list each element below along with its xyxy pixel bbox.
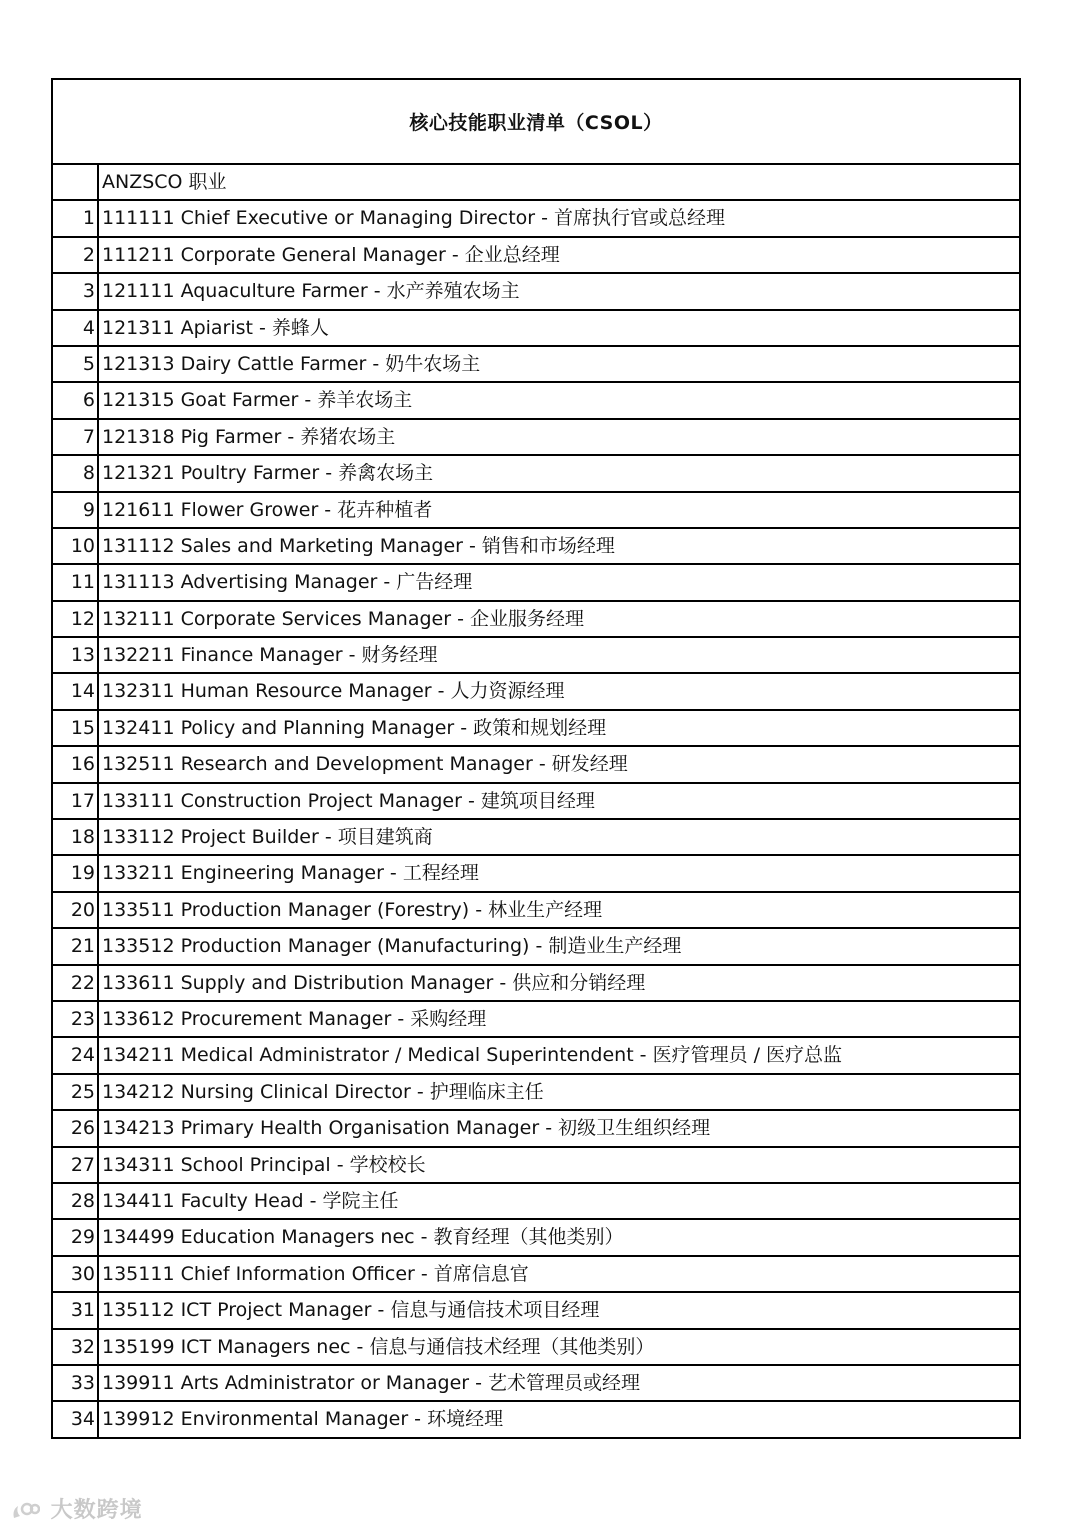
table-row [53, 1220, 1019, 1256]
row-occupation: 133611 Supply and Distribution Manager - 供应和分销经理 [102, 971, 646, 994]
row-occupation: 121313 Dairy Cattle Farmer - 奶牛农场主 [102, 352, 481, 375]
row-occupation: 134212 Nursing Clinical Director - 护理临床主任 [102, 1080, 544, 1103]
row-occupation: 111111 Chief Executive or Managing Director - 首席执行官或总经理 [102, 207, 726, 230]
row-occupation: 131112 Sales and Marketing Manager - 销售和市场经理 [102, 534, 615, 557]
row-number: 21 [53, 929, 99, 963]
table-row [53, 1330, 1019, 1366]
table-row [53, 1257, 1019, 1293]
table-row [53, 784, 1019, 820]
row-occupation: 121321 Poultry Farmer - 养禽农场主 [102, 462, 434, 485]
row-occupation: 132311 Human Resource Manager - 人力资源经理 [102, 680, 565, 703]
row-number: 1 [53, 201, 99, 235]
table-row [53, 1184, 1019, 1220]
row-number: 2 [53, 238, 99, 272]
table-row [53, 456, 1019, 492]
row-occupation: 133111 Construction Project Manager - 建筑项目经理 [102, 789, 595, 812]
row-number: 23 [53, 1002, 99, 1036]
table-row [53, 1293, 1019, 1329]
row-number: 4 [53, 311, 99, 345]
table-row [53, 602, 1019, 638]
table-row [53, 311, 1019, 347]
table-row [53, 274, 1019, 310]
row-number: 32 [53, 1330, 99, 1364]
row-occupation: 134411 Faculty Head - 学院主任 [102, 1189, 399, 1212]
row-occupation: 133211 Engineering Manager - 工程经理 [102, 862, 479, 885]
table-row [53, 238, 1019, 274]
table-row [53, 1366, 1019, 1402]
table-row [53, 929, 1019, 965]
row-occupation: 133112 Project Builder - 项目建筑商 [102, 826, 433, 849]
row-number: 7 [53, 420, 99, 454]
row-number: 17 [53, 784, 99, 818]
table-row [53, 347, 1019, 383]
row-number: 16 [53, 747, 99, 781]
table-row [53, 1111, 1019, 1147]
row-occupation: 134211 Medical Administrator / Medical Superintendent - 医疗管理员 / 医疗总监 [102, 1044, 843, 1067]
row-number: 12 [53, 602, 99, 636]
table-row [53, 1075, 1019, 1111]
row-occupation: 135112 ICT Project Manager - 信息与通信技术项目经理 [102, 1299, 600, 1322]
row-number: 15 [53, 711, 99, 745]
table-row [53, 856, 1019, 892]
row-occupation: 132211 Finance Manager - 财务经理 [102, 644, 438, 667]
table-header-row [53, 165, 1019, 201]
table-row [53, 493, 1019, 529]
row-number: 18 [53, 820, 99, 854]
table-row [53, 674, 1019, 710]
row-occupation: 134213 Primary Health Organisation Manager - 初级卫生组织经理 [102, 1117, 711, 1140]
table-row [53, 1002, 1019, 1038]
table-row [53, 638, 1019, 674]
row-occupation: 135111 Chief Information Officer - 首席信息官 [102, 1262, 529, 1285]
row-number: 30 [53, 1257, 99, 1291]
table-row [53, 893, 1019, 929]
table-row [53, 529, 1019, 565]
row-occupation: 121318 Pig Farmer - 养猪农场主 [102, 425, 396, 448]
row-occupation: 134499 Education Managers nec - 教育经理（其他类别） [102, 1226, 624, 1249]
watermark-logo-icon [10, 1500, 40, 1522]
row-occupation: 132411 Policy and Planning Manager - 政策和规划经理 [102, 716, 607, 739]
row-occupation: 135199 ICT Managers nec - 信息与通信技术经理（其他类别） [102, 1335, 655, 1358]
row-number: 14 [53, 674, 99, 708]
table-row [53, 820, 1019, 856]
row-number: 6 [53, 383, 99, 417]
row-number: 34 [53, 1402, 99, 1436]
row-occupation: 139912 Environmental Manager - 环境经理 [102, 1408, 504, 1431]
row-occupation: 133511 Production Manager (Forestry) - 林业生产经理 [102, 898, 603, 921]
table-row [53, 565, 1019, 601]
row-occupation: 121111 Aquaculture Farmer - 水产养殖农场主 [102, 280, 520, 303]
row-number: 8 [53, 456, 99, 490]
table-row [53, 711, 1019, 747]
row-occupation: 132111 Corporate Services Manager - 企业服务经理 [102, 607, 584, 630]
header-text-cell: ANZSCO 职业 [102, 171, 227, 193]
row-number: 29 [53, 1220, 99, 1254]
row-number: 31 [53, 1293, 99, 1327]
row-number: 22 [53, 966, 99, 1000]
row-number: 3 [53, 274, 99, 308]
row-number: 27 [53, 1148, 99, 1182]
row-number: 20 [53, 893, 99, 927]
row-occupation: 132511 Research and Development Manager - 研发经理 [102, 753, 628, 776]
table-row [53, 201, 1019, 237]
header-num-cell [53, 165, 99, 199]
row-occupation: 121611 Flower Grower - 花卉种植者 [102, 498, 433, 521]
table-row [53, 420, 1019, 456]
row-occupation: 139911 Arts Administrator or Manager - 艺术管理员或经理 [102, 1371, 641, 1394]
table-row [53, 966, 1019, 1002]
row-number: 11 [53, 565, 99, 599]
row-occupation: 121311 Apiarist - 养蜂人 [102, 316, 329, 339]
row-occupation: 131113 Advertising Manager - 广告经理 [102, 571, 473, 594]
row-number: 10 [53, 529, 99, 563]
row-number: 26 [53, 1111, 99, 1145]
row-number: 13 [53, 638, 99, 672]
row-occupation: 133612 Procurement Manager - 采购经理 [102, 1007, 487, 1030]
table-row [53, 1402, 1019, 1436]
row-number: 28 [53, 1184, 99, 1218]
row-number: 9 [53, 493, 99, 527]
row-number: 25 [53, 1075, 99, 1109]
row-number: 19 [53, 856, 99, 890]
row-occupation: 134311 School Principal - 学校校长 [102, 1153, 426, 1176]
table-row [53, 1148, 1019, 1184]
occupation-table [51, 78, 1021, 1439]
watermark-text: 大数跨境 [50, 1498, 143, 1523]
table-row [53, 383, 1019, 419]
row-occupation: 133512 Production Manager (Manufacturing) - 制造业生产经理 [102, 935, 682, 958]
row-number: 5 [53, 347, 99, 381]
row-occupation: 111211 Corporate General Manager - 企业总经理 [102, 243, 560, 266]
row-number: 33 [53, 1366, 99, 1400]
table-row [53, 1038, 1019, 1074]
table-title: 核心技能职业清单（CSOL） [53, 80, 1019, 165]
table-row [53, 747, 1019, 783]
row-number: 24 [53, 1038, 99, 1072]
watermark [10, 1493, 143, 1524]
row-occupation: 121315 Goat Farmer - 养羊农场主 [102, 389, 413, 412]
